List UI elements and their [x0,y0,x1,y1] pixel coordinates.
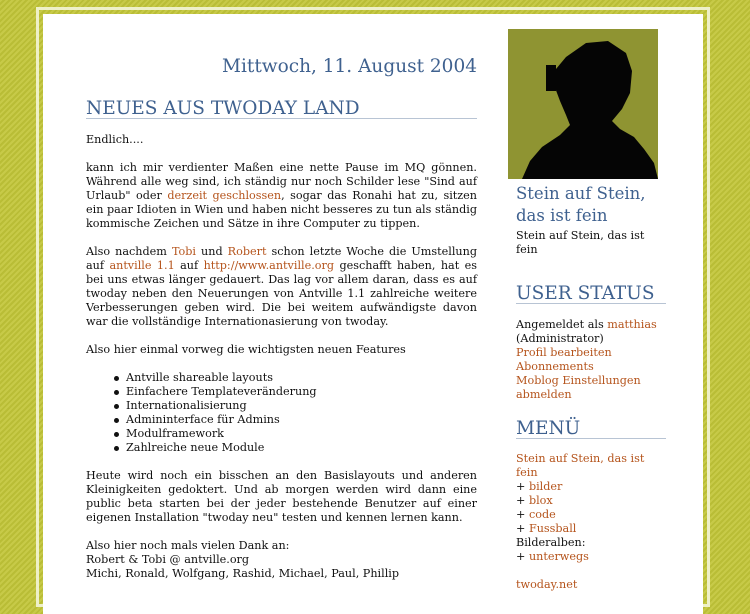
post-body [86,133,477,595]
moblog-settings-link[interactable]: Moblog Einstellungen [516,374,641,387]
username-link[interactable]: matthias [607,318,657,331]
blog-name[interactable]: Stein auf Stein, das ist fein [516,184,646,225]
feature-item: Admininterface für Admins [126,413,477,427]
menu-item-bilder[interactable]: bilder [528,480,563,493]
menu-item [516,494,666,508]
album-item-unterwegs[interactable]: unterwegs [528,550,589,563]
link-robert[interactable]: Robert [227,245,267,258]
text: Michi, Ronald, Wolfgang, Rashid, Michael, Paul, Phillip [86,567,400,580]
plus-icon: + [516,522,526,535]
text: geschafft haben, hat es bei uns etwas länger gedauert. Das lag vor allem daran, dass es auf twoday neben den Neuerungen von Antville 1.1 zahlreiche weitere Verbesserungen geben wird. Die bei weitem aufwändigste davon war die vollständige Internationasierung von twoday. [86,259,477,328]
user-role: (Administrator) [516,332,604,345]
menu-item-blox[interactable]: blox [528,494,553,507]
album-item [516,550,666,564]
plus-icon: + [516,480,526,493]
menu-item [516,508,666,522]
link-derzeit-geschlossen[interactable]: derzeit geschlossen [167,189,282,202]
user-status-box [516,318,666,402]
plus-icon: + [516,550,526,563]
post-paragraph-1: Endlich.... [86,133,144,146]
menu-item-code[interactable]: code [528,508,556,521]
menu-item-fussball[interactable]: Fussball [528,522,577,535]
twoday-link[interactable]: twoday.net [516,578,578,591]
feature-item: Antville shareable layouts [126,371,477,385]
text: Angemeldet als [516,318,608,331]
link-tobi[interactable]: Tobi [171,245,197,258]
feature-item: Zahlreiche neue Module [126,441,477,455]
plus-icon: + [516,494,526,507]
text: kann ich mir verdienter Maßen eine nette Pause im MQ gönnen. Während alle weg sind, ich ständig nur noch Schilder lese "Sind auf Urlaub" oder [86,161,477,202]
text: und [196,245,228,258]
text: auf [174,259,204,272]
post-paragraph-5: Heute wird noch ein bisschen an den Basislayouts und anderen Kleinigkeiten gedoktert. Und ab morgen werden wird dann eine public beta starten bei der jeder bestehende Benutzer auf einer eigenen Installation "twoday neu" testen und kennen lernen kann. [86,469,477,524]
post-paragraph-6 [86,539,477,581]
text: Also nachdem [86,245,172,258]
text: schon letzte Woche die Umstellung auf [86,245,478,272]
menu-item [516,522,666,536]
albums-label: Bilderalben: [516,536,586,549]
post-date: Mittwoch, 11. August 2004 [222,56,477,77]
menu-box [516,452,666,592]
subscriptions-link[interactable]: Abonnements [516,360,594,373]
post-title: NEUES AUS TWODAY LAND [86,102,477,119]
post-paragraph-4: Also hier einmal vorweg die wichtigsten neuen Features [86,343,406,356]
plus-icon: + [516,508,526,521]
user-status-title: USER STATUS [516,287,666,304]
logout-link[interactable]: abmelden [516,388,572,401]
menu-title: MENÜ [516,422,666,439]
text: Also hier noch mals vielen Dank an: [86,539,290,552]
menu-home-link[interactable]: Stein auf Stein, das ist fein [516,452,645,479]
post-paragraph-3 [86,245,477,329]
feature-list [86,371,477,455]
feature-item: Einfachere Templateveränderung [126,385,477,399]
post-paragraph-2 [86,161,477,231]
logged-in-line [516,318,666,332]
avatar [508,29,658,179]
blog-tagline: Stein auf Stein, das ist fein [516,229,645,256]
profile-edit-link[interactable]: Profil bearbeiten [516,346,612,359]
silhouette-icon [508,29,658,179]
feature-item: Internationalisierung [126,399,477,413]
menu-item [516,480,666,494]
link-antville-1-1[interactable]: antville 1.1 [109,259,175,272]
text: Robert & Tobi @ antville.org [86,553,250,566]
feature-item: Modulframework [126,427,477,441]
text: , sogar das Ronahi hat zu, sitzen ein paar Idioten in Wien und haben nicht besseres zu tun als ständig kommische Zeichen und Sätze in ihre Computer zu tippen. [86,189,477,230]
link-antville-url[interactable]: http://www.antville.org [203,259,335,272]
